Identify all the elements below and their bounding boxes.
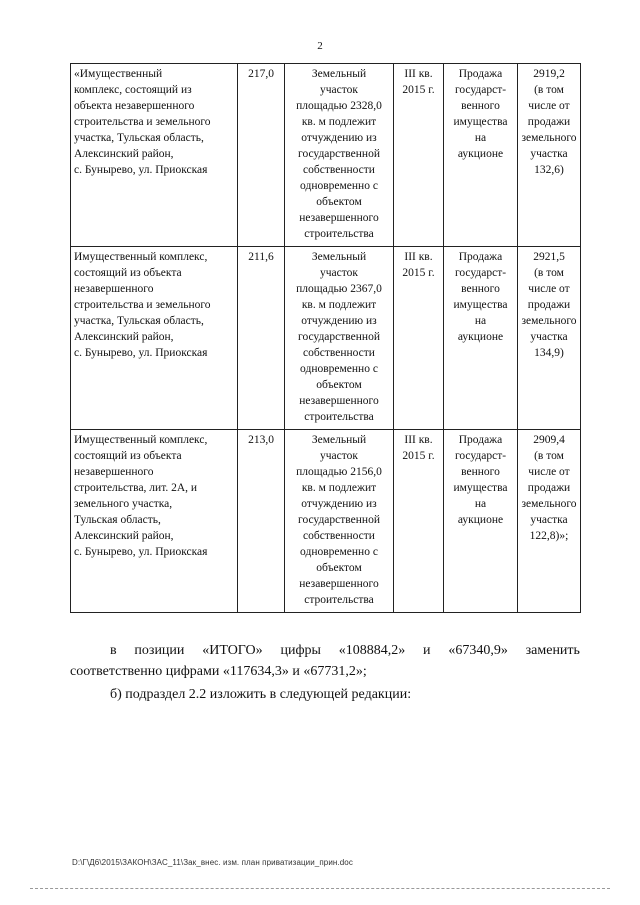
cell-method-line: имущества [453,116,508,128]
cell-sum-line: (в том [534,450,564,462]
cell-method-line: имущества [453,299,508,311]
cell-method-line: венного [461,466,500,478]
cell-land-description-line: строительства [304,594,374,606]
cell-sum-line: числе от [528,100,570,112]
cell-sum-line: земельного [521,498,577,510]
cell-land-description-line: незавершенного [299,395,379,407]
cell-land-description-line: собственности [303,164,375,176]
cell-method-line: аукционе [457,514,504,526]
cell-land-description-line: отчуждению из [301,132,377,144]
cell-land-description-line: участок [320,84,358,96]
cell-land-description-line: площадью 2328,0 [296,100,382,112]
cell-method-line: имущества [453,482,508,494]
cell-sum [518,247,581,430]
cell-object-name-line: незавершенного [74,466,154,478]
cell-sum [518,64,581,247]
paragraph-word: «ИТОГО» [202,643,263,658]
cell-term-line: 2015 г. [402,84,435,96]
cell-value: 213,0 [238,430,285,613]
cell-term [394,430,444,613]
cell-object-name-line: с. Бунырево, ул. Приокская [74,164,208,176]
cell-method-line: венного [461,100,500,112]
cell-term [394,247,444,430]
cell-method-line: Продажа [458,68,503,80]
cell-sum-line: (в том [534,267,564,279]
page-number: 2 [317,40,323,52]
cell-term-line: III кв. [404,68,433,80]
cell-value: 211,6 [238,247,285,430]
cell-land-description-line: строительства [304,411,374,423]
cell-land-description-line: собственности [303,347,375,359]
cell-sum-line: 2921,5 [533,251,565,263]
cell-term-line: 2015 г. [402,450,435,462]
cell-sum-line: 2919,2 [533,68,565,80]
cell-method-line: венного [461,283,500,295]
cell-term-line: III кв. [404,251,433,263]
cell-method [444,64,518,247]
cell-method-line: государст- [454,450,507,462]
paragraph-word: цифры [280,643,321,658]
cell-method-line: на [474,315,487,327]
cell-term-line: 2015 г. [402,267,435,279]
cell-sum-line: продажи [527,482,571,494]
cell-object-name-line: участка, Тульская область, [74,315,204,327]
paragraph-word: заменить [525,643,580,658]
table-row [71,64,581,247]
cell-land-description-line: незавершенного [299,212,379,224]
cell-sum-line: продажи [527,116,571,128]
cell-method-line: аукционе [457,148,504,160]
cell-object-name-line: строительства и земельного [74,116,211,128]
scan-edge-line [30,888,610,889]
cell-object-name-line: строительства, лит. 2А, и [74,482,198,494]
cell-land-description-line: отчуждению из [301,315,377,327]
cell-sum-line: числе от [528,283,570,295]
cell-method-line: на [474,498,487,510]
cell-land-description-line: объектом [316,196,362,208]
cell-land-description-line: государственной [298,514,380,526]
cell-object-name-line: Имущественный комплекс, [74,434,208,446]
cell-sum-line: 132,6) [534,164,564,176]
cell-value: 217,0 [238,64,285,247]
privatization-table [70,63,581,613]
cell-land-description-line: одновременно с [300,363,378,375]
cell-sum-line: (в том [534,84,564,96]
paragraph-word: «67340,9» [448,643,508,658]
cell-sum-line: продажи [527,299,571,311]
paragraph-word: и [423,643,431,658]
cell-sum-line: участка [530,148,568,160]
cell-object-name-line: с. Бунырево, ул. Приокская [74,347,208,359]
cell-sum-line: 134,9) [534,347,564,359]
table-row [71,247,581,430]
cell-sum-line: числе от [528,466,570,478]
cell-object-name-line: объекта незавершенного [74,100,195,112]
cell-land-description-line: незавершенного [299,578,379,590]
cell-sum [518,430,581,613]
cell-object-name-line: незавершенного [74,283,154,295]
cell-object-name-line: состоящий из объекта [74,267,182,279]
cell-method-line: на [474,132,487,144]
cell-object-name-line: комплекс, состоящий из [74,84,192,96]
cell-object-name-line: земельного участка, [74,498,173,510]
cell-object-name-line: Алексинский район, [74,148,174,160]
table-body [71,64,581,613]
cell-sum-line: участка [530,331,568,343]
cell-object-name-line: Имущественный комплекс, [74,251,208,263]
cell-land-description-line: участок [320,450,358,462]
cell-object-name-line: строительства и земельного [74,299,211,311]
cell-land-description-line: строительства [304,228,374,240]
cell-sum-line: земельного [521,315,577,327]
cell-land-description-line: одновременно с [300,546,378,558]
cell-method-line: Продажа [458,434,503,446]
cell-land-description-line: собственности [303,530,375,542]
cell-object-name [71,430,238,613]
cell-method [444,247,518,430]
cell-land-description-line: участок [320,267,358,279]
cell-land-description-line: площадью 2156,0 [296,466,382,478]
cell-object-name-line: Тульская область, [74,514,161,526]
paragraph-word: позиции [134,643,185,658]
paragraph-itogo [70,640,580,682]
cell-land-description-line: площадью 2367,0 [296,283,382,295]
footer-file-path: D:\Г\Д6\2015\ЗАКОН\ЗАС_11\Зак_внес. изм. план приватизации_прин.doc [72,858,353,867]
cell-land-description [285,430,394,613]
cell-object-name-line: участка, Тульская область, [74,132,204,144]
paragraph-word: в [110,643,117,658]
table-row [71,430,581,613]
cell-method-line: Продажа [458,251,503,263]
paragraph-itogo-line-1 [70,640,580,661]
cell-method-line: аукционе [457,331,504,343]
cell-land-description-line: Земельный [311,251,367,263]
paragraph-itogo-line-2: соответственно цифрами «117634,3» и «67731,2»; [70,664,367,679]
cell-land-description [285,247,394,430]
cell-object-name-line: состоящий из объекта [74,450,182,462]
cell-land-description-line: государственной [298,331,380,343]
paragraph-subsection: б) подраздел 2.2 изложить в следующей редакции: [110,687,412,702]
cell-land-description-line: объектом [316,562,362,574]
cell-method-line: государст- [454,267,507,279]
cell-land-description-line: Земельный [311,434,367,446]
cell-land-description-line: объектом [316,379,362,391]
cell-sum-line: участка [530,514,568,526]
cell-term [394,64,444,247]
cell-land-description-line: отчуждению из [301,498,377,510]
cell-object-name-line: Алексинский район, [74,530,174,542]
cell-land-description-line: кв. м подлежит [301,482,377,494]
cell-method-line: государст- [454,84,507,96]
cell-object-name [71,247,238,430]
cell-land-description-line: кв. м подлежит [301,299,377,311]
cell-sum-line: 2909,4 [533,434,565,446]
cell-sum-line: 122,8)»; [529,530,569,542]
cell-land-description-line: Земельный [311,68,367,80]
cell-object-name-line: с. Бунырево, ул. Приокская [74,546,208,558]
cell-object-name-line: «Имущественный [74,68,163,80]
cell-land-description-line: государственной [298,148,380,160]
cell-land-description-line: кв. м подлежит [301,116,377,128]
cell-term-line: III кв. [404,434,433,446]
cell-method [444,430,518,613]
paragraph-word: «108884,2» [338,643,406,658]
cell-land-description [285,64,394,247]
cell-object-name-line: Алексинский район, [74,331,174,343]
cell-sum-line: земельного [521,132,577,144]
cell-object-name [71,64,238,247]
cell-land-description-line: одновременно с [300,180,378,192]
